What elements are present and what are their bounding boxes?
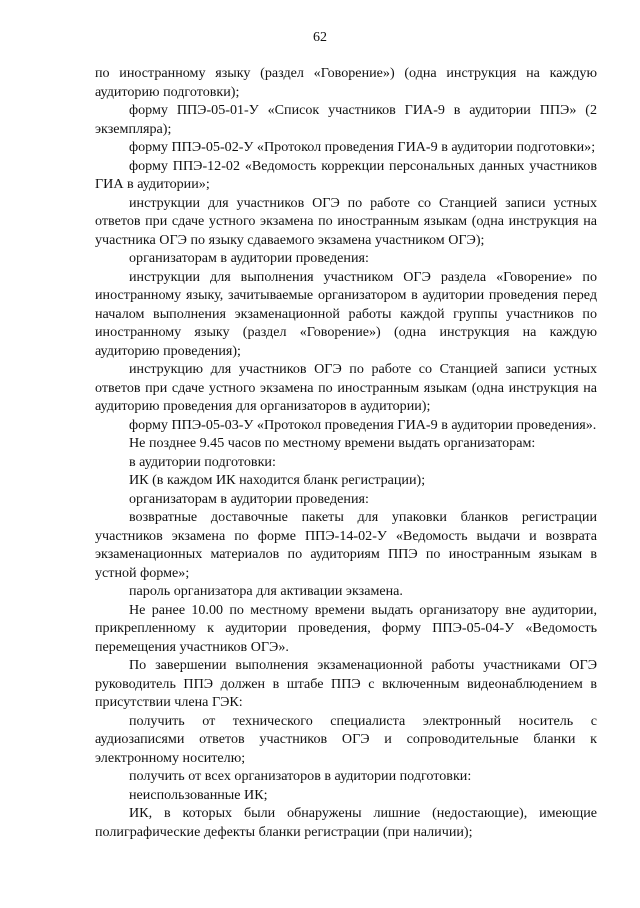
paragraph: ИК, в которых были обнаружены лишние (недостающие), имеющие полиграфические дефекты бланки регистрации (при наличии); (95, 805, 597, 840)
paragraph: Не позднее 9.45 часов по местному времени выдать организаторам: (129, 435, 536, 451)
paragraph: ИК (в каждом ИК находится бланк регистрации); (129, 472, 426, 488)
paragraph: по иностранному языку (раздел «Говорение») (одна инструкция на каждую аудиторию подготовки); (95, 65, 597, 100)
paragraph: инструкции для выполнения участником ОГЭ раздела «Говорение» по иностранному языку, зачитываемые организатором в аудитории проведения перед началом выполнения экзаменационной работы каждой группы участников по иностранному языку (раздел «Говорение») (одна инструкция на каждую аудиторию проведения); (95, 268, 597, 359)
page-number: 62 (313, 30, 327, 45)
paragraph: организаторам в аудитории проведения: (129, 250, 369, 266)
paragraph: По завершении выполнения экзаменационной работы участниками ОГЭ руководитель ППЭ должен в штабе ППЭ с включенным видеонаблюдением в присутствии члена ГЭК: (95, 657, 597, 710)
paragraph: получить от всех организаторов в аудитории подготовки: (129, 768, 472, 784)
paragraph: пароль организатора для активации экзамена. (129, 583, 403, 599)
paragraph: возвратные доставочные пакеты для упаковки бланков регистрации участников экзамена по форме ППЭ-14-02-У «Ведомость выдачи и возврата экзаменационных материалов по аудиториям ППЭ по иностранным языкам в устной форме»; (95, 509, 597, 581)
paragraph: Не ранее 10.00 по местному времени выдать организатору вне аудитории, прикрепленному к аудитории проведения, форму ППЭ-05-04-У «Ведомость перемещения участников ОГЭ». (95, 601, 597, 655)
paragraph: инструкцию для участников ОГЭ по работе со Станцией записи устных ответов при сдаче устного экзамена по иностранным языкам (одна инструкция на аудиторию проведения для организаторов в аудитории); (95, 361, 597, 414)
paragraph: неиспользованные ИК; (129, 786, 268, 803)
paragraph: в аудитории подготовки: (129, 453, 276, 470)
paragraph: форму ППЭ-12-02 «Ведомость коррекции персональных данных участников ГИА в аудитории»; (95, 157, 597, 192)
paragraph: форму ППЭ-05-02-У «Протокол проведения ГИА-9 в аудитории подготовки»; (129, 139, 596, 155)
document-body (95, 64, 597, 841)
paragraph: форму ППЭ-05-01-У «Список участников ГИА-9 в аудитории ППЭ» (2 экземпляра); (95, 102, 597, 137)
paragraph: организаторам в аудитории проведения: (129, 490, 369, 507)
paragraph: форму ППЭ-05-03-У «Протокол проведения ГИА-9 в аудитории проведения». (129, 416, 597, 433)
paragraph: инструкции для участников ОГЭ по работе со Станцией записи устных ответов при сдаче устного экзамена по иностранным языкам (одна инструкция на участника ОГЭ по языку сдаваемого экзамена участником ОГЭ); (95, 194, 597, 248)
paragraph: получить от технического специалиста электронный носитель с аудиозаписями ответов участников ОГЭ и сопроводительные бланки к электронному носителю; (95, 712, 597, 766)
